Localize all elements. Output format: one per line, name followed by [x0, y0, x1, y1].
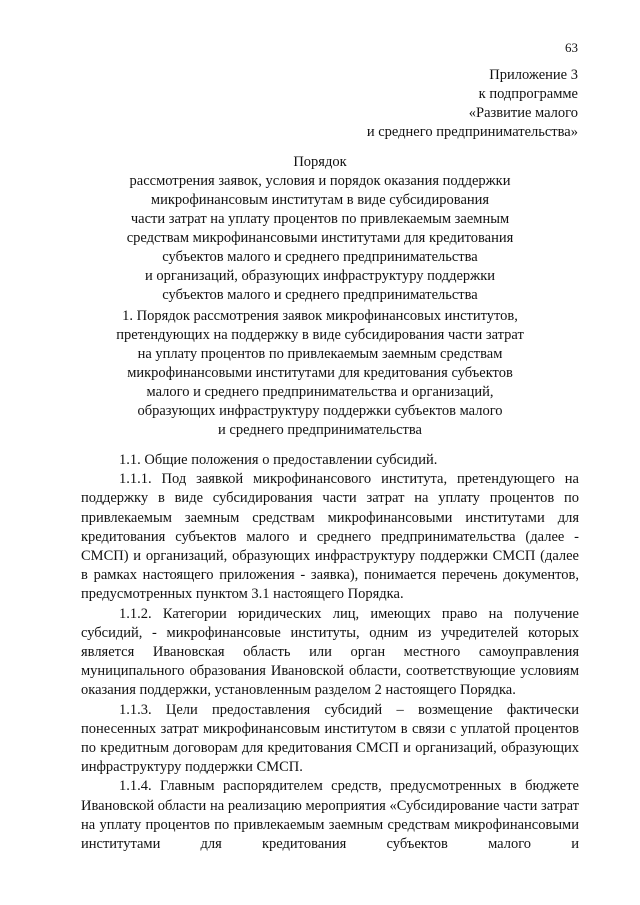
title-line: микрофинансовым институтам в виде субсидирования: [150, 192, 490, 208]
title-line: и организаций, образующих инфраструктуру поддержки: [145, 268, 495, 284]
section-heading-line: 1. Порядок рассмотрения заявок микрофинансовых институтов,: [122, 308, 518, 324]
title-line: средствам микрофинансовыми институтами для кредитования: [126, 230, 514, 246]
paragraph: 1.1.3. Цели предоставления субсидий – возмещение фактически понесенных затрат микрофинансовым институтом в связи с уплатой процентов по кредитным договорам для кредитования СМСП и организаций, образующих инфраструктуру поддержки СМСП.: [81, 701, 579, 776]
paragraph: 1.1.4. Главным распорядителем средств, предусмотренных в бюджете Ивановской области на реализацию мероприятия «Субсидирование части затрат на уплату процентов по привлекаемым заемным средствам микрофинансовыми институтами для кредитования субъектов малого и: [81, 778, 579, 853]
title-line: Порядок: [293, 154, 347, 170]
appendix-line: и среднего предпринимательства»: [366, 124, 578, 140]
appendix-header: [367, 66, 578, 142]
appendix-line: к подпрограмме: [478, 86, 578, 102]
paragraph: 1.1. Общие положения о предоставлении субсидий.: [119, 452, 438, 468]
section-heading-line: малого и среднего предпринимательства и организаций,: [146, 384, 494, 400]
document-title: [62, 153, 578, 305]
section-heading-line: микрофинансовыми институтами для кредитования субъектов: [127, 365, 513, 381]
paragraph: 1.1.1. Под заявкой микрофинансового института, претендующего на поддержку в виде субсидирования части затрат на уплату процентов по привлекаемым заемным средствам микрофинансовыми институтами для кредитования субъектов малого и среднего предпринимательства (далее - СМСП) и организаций, образующих инфраструктуру поддержки СМСП (далее в рамках настоящего приложения - заявка), понимается перечень документов, предусмотренных пунктом 3.1 настоящего Порядка.: [81, 471, 579, 603]
section-heading-line: претендующих на поддержку в виде субсидирования части затрат: [116, 327, 524, 343]
section-heading-line: образующих инфраструктуру поддержки субъектов малого: [137, 403, 503, 419]
paragraph: 1.1.2. Категории юридических лиц, имеющих право на получение субсидий, - микрофинансовые институты, одним из учредителей которых является Ивановская область или орган местного самоуправления муниципального образования Ивановской области, соответствующие условиям оказания поддержки, установленным разделом 2 настоящего Порядка.: [81, 605, 579, 699]
document-body: [81, 451, 579, 854]
appendix-line: «Развитие малого: [468, 105, 578, 121]
title-line: субъектов малого и среднего предпринимательства: [162, 287, 478, 303]
title-line: субъектов малого и среднего предпринимательства: [162, 249, 478, 265]
title-line: части затрат на уплату процентов по привлекаемым заемным: [130, 211, 510, 227]
section-heading-line: и среднего предпринимательства: [218, 422, 422, 438]
title-line: рассмотрения заявок, условия и порядок оказания поддержки: [129, 173, 511, 189]
page-number: 63: [565, 40, 578, 55]
appendix-line: Приложение 3: [489, 67, 578, 83]
section-heading: [62, 307, 578, 440]
section-heading-line: на уплату процентов по привлекаемым заемным средствам: [137, 346, 503, 362]
